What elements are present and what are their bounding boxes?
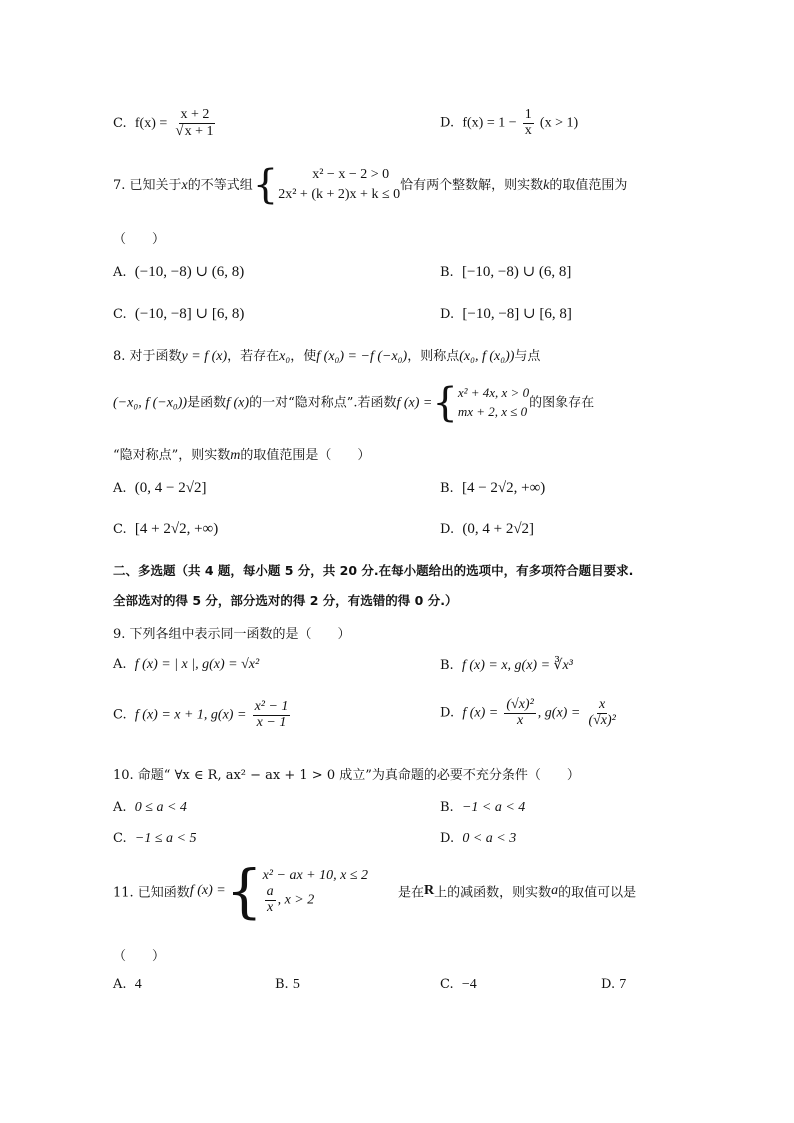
section2-heading-line1: 二、多选题（共 4 题，每小题 5 分，共 20 分.在每小题给出的选项中，有多项符合题目要求. [113,563,634,578]
q10-stem: 10. 命题“ ∀x ∈ R, ax² − ax + 1 > 0 成立”为真命题的必要不充分条件（ ） [113,768,580,783]
q8-option-a: A. (0, 4 − 2√2] [113,480,207,496]
q10-option-d: D. 0 < a < 3 [440,831,517,846]
q9-option-a: A. f (x) = | x |, g(x) = √x² [113,657,260,672]
q9-option-b: B. f (x) = x, g(x) = ∛x³ [440,658,573,673]
q11-answer-paren: （ ） [113,949,166,964]
q10-option-a: A. 0 ≤ a < 4 [113,800,187,815]
q7-option-c: C. (−10, −8] ∪ [6, 8) [113,306,245,322]
q9-option-c: C. f (x) = x + 1, g(x) = $\frac{\text{x² − 1}}{x - 1}$ [113,699,289,730]
q7-option-b: B. [−10, −8) ∪ (6, 8] [440,264,572,280]
q7-answer-paren: （ ） [113,232,166,247]
q11-stem: 11. 已知函数f (x) = { x² − ax + 10, x ≤ 2 $\frac{a}{x}$ , x > 2 是在R上的减函数，则实数a的取值可以是 [113,857,637,925]
q9-d-fraction-1: $\frac{\text{(√x)²}}{x}$ [506,697,534,728]
q9-option-d: D. f (x) = $\frac{\text{(√x)²}}{x}$ , g(x) = $\frac{x}{\text{(√x)²}}$ [440,697,616,728]
q7-option-d: D. [−10, −8] ∪ [6, 8] [440,306,572,322]
section2-heading-line2: 全部选对的得 5 分，部分选对的得 2 分，有选错的得 0 分.） [113,593,458,608]
q11-option-d: D. 7 [601,977,627,992]
q6-d-fraction: $\frac{1}{x}$ [524,107,532,138]
q6-c-fraction: $\frac{x + 2}{√x + 1}$ [175,107,214,139]
q11-option-b: B. 5 [275,977,300,992]
q9-c-fraction: $\frac{\text{x² − 1}}{x - 1}$ [254,699,289,730]
q6-option-c: C. f(x) = $\frac{x + 2}{√x + 1}$ [113,108,219,139]
q8-option-d: D. (0, 4 + 2√2] [440,521,535,537]
q9-d-fraction-2: $\frac{x}{\text{(√x)²}}$ [588,697,616,728]
q7-inequality-system: { x² − x − 2 > 0 2x² + (k + 2)x + k ≤ 0 [252,162,401,209]
q8-option-b: B. [4 − 2√2, +∞) [440,480,546,496]
q11-option-c: C. −4 [440,977,477,992]
q6-option-d: D. f(x) = 1 − $\frac{1}{x}$ (x > 1) [440,107,579,138]
q8-stem-line2: (−x₀, f (−x₀))是函数f (x)的一对“隐对称点”.若函数f (x) = { x² + 4x, x > 0 mx + 2, x ≤ 0 的图象存在 [113,380,595,426]
q8-stem-line3: “隐对称点”，则实数m的取值范围是（ ） [113,448,371,463]
q11-piecewise: { x² − ax + 10, x ≤ 2 $\frac{a}{x}$ , x > 2 [225,857,369,925]
q11-option-a: A. 4 [113,977,142,992]
q8-option-c: C. [4 + 2√2, +∞) [113,521,219,537]
q7-stem: 7. 已知关于x的不等式组 { x² − x − 2 > 0 2x² + (k + 2)x + k ≤ 0 恰有两个整数解，则实数k的取值范围为 [113,162,628,209]
q7-option-a: A. (−10, −8) ∪ (6, 8) [113,264,245,280]
q10-option-c: C. −1 ≤ a < 5 [113,831,197,846]
q8-piecewise: { x² + 4x, x > 0 mx + 2, x ≤ 0 [432,380,530,426]
q8-stem-line1: 8. 对于函数y = f (x)，若存在x₀，使f (x₀) = −f (−x₀)，则称点(x₀, f (x₀))与点 [113,349,541,364]
q9-stem: 9. 下列各组中表示同一函数的是（ ） [113,627,351,642]
q10-option-b: B. −1 < a < 4 [440,800,526,815]
